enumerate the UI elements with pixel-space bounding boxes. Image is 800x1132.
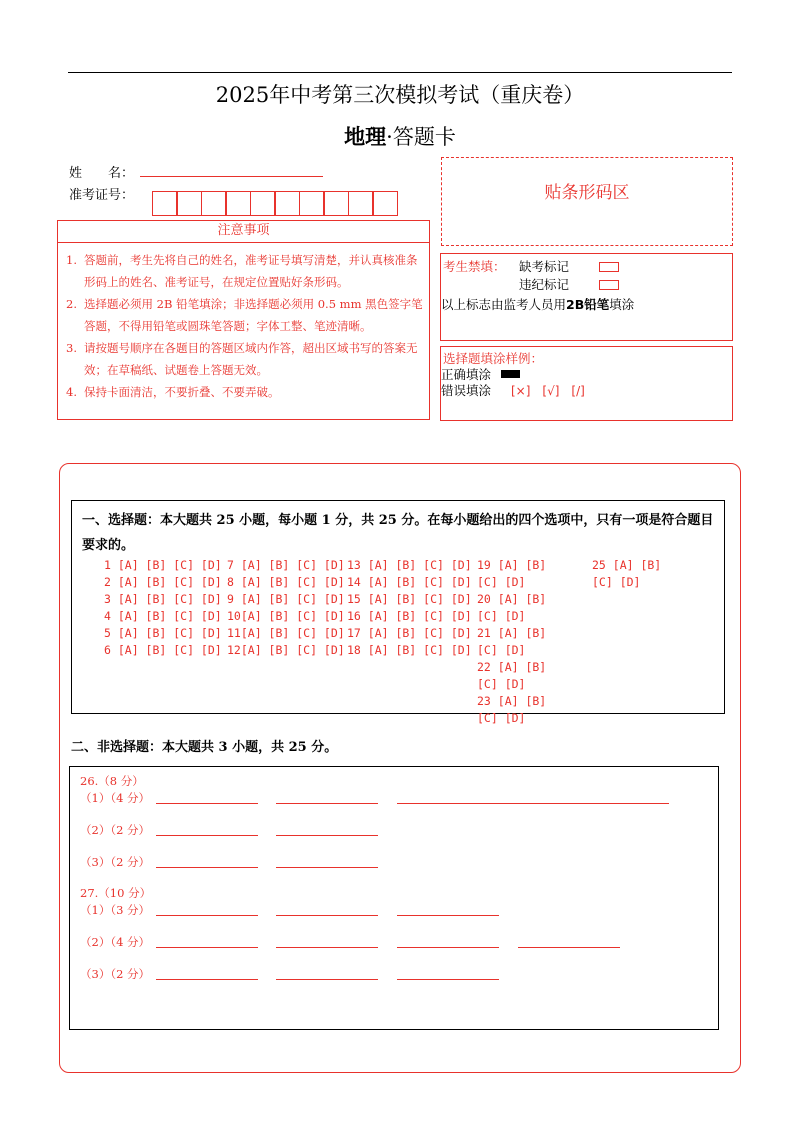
q27-label: 27.（10 分） — [80, 886, 152, 900]
top-rule — [68, 72, 732, 73]
q26-2-label: （2）（2 分） — [80, 823, 151, 837]
barcode-area — [441, 157, 733, 246]
mc-question[interactable]: 21 [A] [B] [C] [D] — [477, 626, 547, 657]
answer-line[interactable] — [156, 915, 258, 916]
q27-1-label: （1）（3 分） — [80, 903, 151, 917]
mc-question[interactable]: 25 [A] [B] [C] [D] — [592, 558, 662, 589]
answer-line[interactable] — [156, 803, 258, 804]
mc-question[interactable]: 23 [A] [B] [C] [D] — [477, 694, 547, 725]
answer-line[interactable] — [156, 979, 258, 980]
answer-line[interactable] — [276, 979, 378, 980]
q26-3-label: （3）（2 分） — [80, 855, 151, 869]
wrong-fill-samples: [×] [√] [/] — [511, 384, 585, 398]
name-field[interactable] — [140, 176, 323, 177]
answer-line[interactable] — [156, 867, 258, 868]
id-digit-box[interactable] — [250, 191, 276, 216]
sample-title: 选择题填涂样例： — [443, 351, 544, 366]
id-digit-box[interactable] — [152, 191, 178, 216]
q26-label: 26.（8 分） — [80, 774, 144, 788]
correct-fill-label: 正确填涂 — [441, 367, 492, 382]
forbid-note-pre: 以上标志由监考人员用 — [441, 297, 567, 312]
mc-question[interactable]: 15 [A] [B] [C] [D] — [347, 592, 472, 606]
mc-question[interactable]: 17 [A] [B] [C] [D] — [347, 626, 472, 640]
wrong-fill-label: 错误填涂 — [441, 383, 492, 398]
id-digit-box[interactable] — [323, 191, 349, 216]
answer-line[interactable] — [276, 835, 378, 836]
mc-question[interactable]: 1 [A] [B] [C] [D] — [104, 558, 222, 572]
answer-line[interactable] — [276, 915, 378, 916]
answer-line[interactable] — [276, 947, 378, 948]
mc-question[interactable]: 19 [A] [B] [C] [D] — [477, 558, 547, 589]
note-text: 保持卡面清洁，不要折叠、不要弄破。 — [84, 385, 280, 399]
mc-question[interactable]: 14 [A] [B] [C] [D] — [347, 575, 472, 589]
mc-question[interactable]: 8 [A] [B] [C] [D] — [227, 575, 345, 589]
answer-line[interactable] — [276, 803, 378, 804]
note-num: 4. — [66, 385, 77, 399]
answer-line[interactable] — [397, 803, 669, 804]
note-item — [66, 293, 423, 337]
mc-question[interactable]: 22 [A] [B] [C] [D] — [477, 660, 547, 691]
fr-section — [69, 766, 719, 1030]
absent-label: 缺考标记 — [519, 259, 570, 274]
notes-heading: 注意事项 — [57, 220, 430, 243]
subtitle-rest: ·答题卡 — [386, 125, 456, 149]
forbid-note-post: 填涂 — [609, 297, 635, 312]
note-num: 1. — [66, 253, 77, 267]
q27-3-label: （3）（2 分） — [80, 967, 151, 981]
correct-fill-sample — [501, 370, 520, 378]
exam-id-boxes[interactable] — [153, 191, 398, 216]
answer-line[interactable] — [156, 835, 258, 836]
mc-question[interactable]: 16 [A] [B] [C] [D] — [347, 609, 472, 623]
note-num: 2. — [66, 297, 77, 311]
answer-line[interactable] — [397, 947, 499, 948]
sample-box — [440, 346, 733, 421]
note-item — [66, 381, 423, 403]
id-digit-box[interactable] — [348, 191, 374, 216]
id-digit-box[interactable] — [201, 191, 227, 216]
q26-1-label: （1）（4 分） — [80, 791, 151, 805]
violation-label: 违纪标记 — [519, 277, 570, 292]
page-title: 2025年中考第三次模拟考试（重庆卷） — [215, 83, 585, 107]
mc-question[interactable]: 9 [A] [B] [C] [D] — [227, 592, 345, 606]
note-text: 选择题必须用 2B 铅笔填涂；非选择题必须用 0.5 mm 黑色签字笔答题，不得用铅笔或圆珠笔答题；字体工整、笔迹清晰。 — [84, 297, 423, 333]
name-label: 姓 名： — [69, 166, 135, 181]
mc-question[interactable]: 6 [A] [B] [C] [D] — [104, 643, 222, 657]
answer-line[interactable] — [397, 979, 499, 980]
id-digit-box[interactable] — [225, 191, 251, 216]
answer-line[interactable] — [276, 867, 378, 868]
mc-question[interactable]: 2 [A] [B] [C] [D] — [104, 575, 222, 589]
barcode-label: 贴条形码区 — [544, 183, 630, 203]
note-text: 答题前，考生先将自己的姓名，准考证号填写清楚，并认真核准条形码上的姓名、准考证号，在规定位置贴好条形码。 — [84, 253, 418, 289]
mc-question[interactable]: 10[A] [B] [C] [D] — [227, 609, 345, 623]
notes-box — [57, 242, 430, 420]
note-num: 3. — [66, 341, 77, 355]
mc-question[interactable]: 5 [A] [B] [C] [D] — [104, 626, 222, 640]
note-item — [66, 249, 423, 293]
forbid-box — [440, 253, 733, 341]
forbid-note-bold: 2B铅笔 — [566, 297, 610, 312]
mc-question[interactable]: 20 [A] [B] [C] [D] — [477, 592, 547, 623]
violation-mark-box[interactable] — [599, 280, 619, 290]
id-digit-box[interactable] — [176, 191, 202, 216]
mc-section — [71, 500, 725, 725]
note-item — [66, 337, 423, 381]
mc-question[interactable]: 11[A] [B] [C] [D] — [227, 626, 345, 640]
mc-title: 一、选择题：本大题共 25 小题，每小题 1 分，共 25 分。在每小题给出的四个选项中，只有一项是符合题目要求的。 — [82, 513, 714, 553]
subject-name: 地理 — [344, 124, 387, 149]
exam-id-label: 准考证号： — [69, 188, 135, 203]
mc-question[interactable]: 13 [A] [B] [C] [D] — [347, 558, 472, 572]
page-subtitle — [0, 121, 800, 151]
forbid-label: 考生禁填： — [443, 259, 506, 274]
id-digit-box[interactable] — [274, 191, 300, 216]
forbid-note — [441, 295, 634, 313]
absent-mark-box[interactable] — [599, 262, 619, 272]
note-text: 请按题号顺序在各题目的答题区域内作答，超出区域书写的答案无效；在草稿纸、试题卷上答题无效。 — [84, 341, 418, 377]
q27-2-label: （2）（4 分） — [80, 935, 151, 949]
id-digit-box[interactable] — [372, 191, 398, 216]
answer-line[interactable] — [397, 915, 499, 916]
mc-question[interactable]: 12[A] [B] [C] [D] — [227, 643, 345, 657]
answer-line[interactable] — [518, 947, 620, 948]
answer-line[interactable] — [156, 947, 258, 948]
mc-question[interactable]: 18 [A] [B] [C] [D] — [347, 643, 472, 657]
mc-question[interactable]: 7 [A] [B] [C] [D] — [227, 558, 345, 572]
mc-question[interactable]: 3 [A] [B] [C] [D] — [104, 592, 222, 606]
id-digit-box[interactable] — [299, 191, 325, 216]
mc-question[interactable]: 4 [A] [B] [C] [D] — [104, 609, 222, 623]
fr-title: 二、非选择题：本大题共 3 小题，共 25 分。 — [71, 740, 338, 755]
